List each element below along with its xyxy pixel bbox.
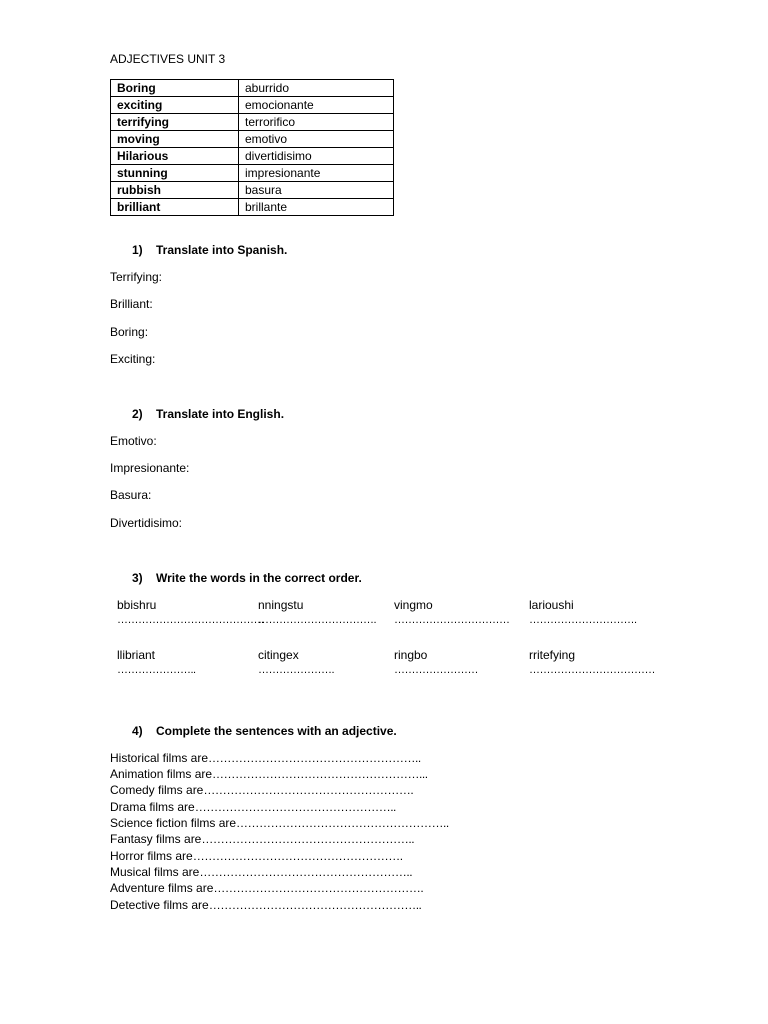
sentence-text: Historical films are — [110, 751, 209, 765]
table-row — [111, 165, 394, 182]
table-row — [111, 148, 394, 165]
answer-blank: ……………………………………………….. — [208, 751, 421, 765]
sentence-item — [110, 849, 403, 863]
scrambled-word: vingmo — [394, 598, 433, 612]
q1-item: Boring: — [110, 325, 149, 339]
english-cell: brilliant — [111, 199, 239, 216]
table-row — [111, 97, 394, 114]
scrambled-word: rritefying — [529, 648, 576, 662]
answer-blank: ………………….. — [117, 664, 196, 676]
scrambled-word: larioushi — [529, 598, 574, 612]
sentence-item — [110, 816, 449, 830]
question-number: 4) — [132, 724, 143, 738]
scrambled-word: bbishru — [117, 598, 157, 612]
spanish-cell: divertidisimo — [239, 148, 394, 165]
answer-blank: …………………………………… — [117, 614, 264, 626]
sentence-item — [110, 832, 414, 846]
answer-blank: …………………………………………….. — [194, 800, 396, 814]
scrambled-word: ringbo — [394, 648, 428, 662]
sentence-item — [110, 767, 428, 781]
question-text: Write the words in the correct order. — [156, 571, 362, 585]
q1-item: Exciting: — [110, 352, 156, 366]
question-text: Translate into Spanish. — [156, 243, 288, 257]
answer-blank: ……………………………………………….. — [236, 816, 449, 830]
english-cell: moving — [111, 131, 239, 148]
sentence-item — [110, 800, 396, 814]
table-row — [111, 131, 394, 148]
question-number: 2) — [132, 407, 143, 421]
answer-blank: …………………. — [258, 664, 335, 676]
answer-blank: ………………………………………………. — [192, 849, 403, 863]
question-2-heading — [132, 407, 284, 421]
question-number: 3) — [132, 571, 143, 585]
answer-blank: ………………………………………………. — [203, 783, 414, 797]
question-1-heading — [132, 243, 287, 257]
sentence-text: Drama films are — [110, 800, 195, 814]
vocabulary-table — [110, 79, 394, 216]
q2-item: Emotivo: — [110, 434, 157, 448]
answer-blank: …………………………. — [529, 614, 637, 626]
q2-item: Basura: — [110, 488, 152, 502]
answer-blank: ………………………………………………. — [213, 881, 424, 895]
scrambled-word: llibriant — [117, 648, 156, 662]
english-cell: Hilarious — [111, 148, 239, 165]
spanish-cell: basura — [239, 182, 394, 199]
english-cell: rubbish — [111, 182, 239, 199]
sentence-text: Science fiction films are — [110, 816, 237, 830]
q1-item: Brilliant: — [110, 297, 153, 311]
answer-blank: ……………………………. — [258, 614, 377, 626]
answer-blank: ………………………………………………... — [212, 767, 428, 781]
sentence-text: Adventure films are — [110, 881, 214, 895]
scrambled-word: citingex — [258, 648, 299, 662]
q2-item: Divertidisimo: — [110, 516, 183, 530]
answer-blank: ……………………………………………….. — [208, 898, 422, 912]
sentence-text: Musical films are — [110, 865, 200, 879]
english-cell: Boring — [111, 80, 239, 97]
sentence-item — [110, 783, 413, 797]
page-title: ADJECTIVES UNIT 3 — [110, 52, 226, 66]
answer-blank: …………………… — [394, 664, 478, 676]
question-3-heading — [132, 571, 362, 585]
sentence-item — [110, 751, 421, 765]
spanish-cell: emotivo — [239, 131, 394, 148]
answer-blank: ……………………………………………….. — [199, 865, 413, 879]
english-cell: terrifying — [111, 114, 239, 131]
english-cell: stunning — [111, 165, 239, 182]
sentence-text: Detective films are — [110, 898, 209, 912]
answer-blank: ……………………………… — [529, 664, 655, 676]
english-cell: exciting — [111, 97, 239, 114]
table-row — [111, 114, 394, 131]
table-row — [111, 182, 394, 199]
sentence-item — [110, 865, 412, 879]
sentence-text: Horror films are — [110, 849, 193, 863]
answer-blank: ……………………………………………….. — [201, 832, 415, 846]
question-text: Translate into English. — [156, 407, 285, 421]
table-row — [111, 199, 394, 216]
question-number: 1) — [132, 243, 143, 257]
question-text: Complete the sentences with an adjective. — [156, 724, 397, 738]
q1-item: Terrifying: — [110, 270, 163, 284]
table-row — [111, 80, 394, 97]
spanish-cell: aburrido — [239, 80, 394, 97]
answer-blank: …………………………… — [394, 614, 510, 626]
sentence-item — [110, 881, 423, 895]
q2-item: Impresionante: — [110, 461, 190, 475]
sentence-text: Fantasy films are — [110, 832, 202, 846]
spanish-cell: brillante — [239, 199, 394, 216]
sentence-item — [110, 898, 421, 912]
scrambled-word: nningstu — [258, 598, 304, 612]
spanish-cell: emocionante — [239, 97, 394, 114]
spanish-cell: impresionante — [239, 165, 394, 182]
spanish-cell: terrorifico — [239, 114, 394, 131]
sentence-text: Animation films are — [110, 767, 213, 781]
question-4-heading — [132, 724, 397, 738]
sentence-text: Comedy films are — [110, 783, 204, 797]
